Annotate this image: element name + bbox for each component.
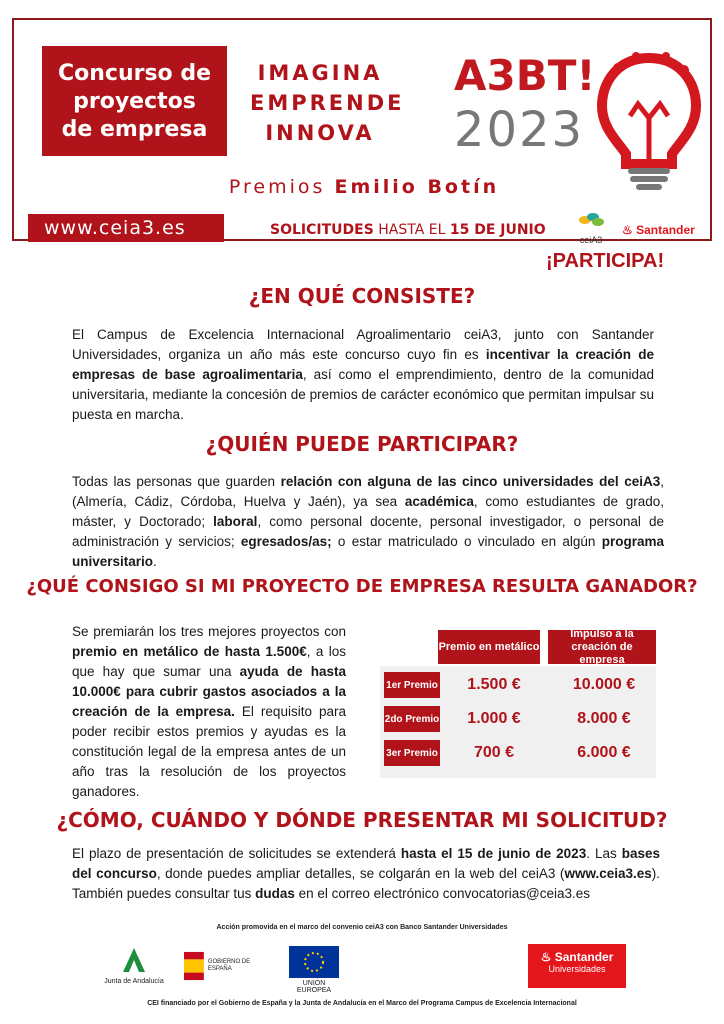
text-run: , (Almería, Cádiz, Córdoba, Huelva y Jaén), ya sea bbox=[72, 474, 665, 509]
text-strong: académica bbox=[404, 494, 474, 509]
text-strong: relación con alguna de las cinco universidades del ceiA3 bbox=[280, 474, 661, 489]
text-run: , así como el emprendimiento, dentro de la comunidad universitaria, mediante la concesión de premios de carácter económico que permitan impulsar su puesta en marcha. bbox=[72, 367, 655, 422]
website-banner[interactable]: www.ceia3.es bbox=[28, 214, 224, 242]
header-banner bbox=[12, 18, 712, 245]
text-strong: dudas bbox=[255, 886, 295, 901]
ceia3-logo-text: ceiA3 bbox=[579, 235, 603, 245]
table-row-label: 1er Premio bbox=[384, 672, 440, 698]
deadline-strong: SOLICITUDES bbox=[270, 222, 374, 238]
santander-text: Santander bbox=[554, 950, 614, 964]
contest-title-box bbox=[42, 46, 227, 156]
text-strong: bases del concurso bbox=[72, 846, 660, 881]
table-header-cash: Premio en metálico bbox=[438, 630, 540, 664]
award-person: Emilio Botín bbox=[334, 176, 500, 198]
text-run: El plazo de presentación de solicitudes se extenderá bbox=[72, 846, 401, 861]
edition-title: A3BT! bbox=[454, 51, 596, 100]
text-run: . bbox=[153, 554, 157, 569]
slogan bbox=[250, 58, 405, 148]
slogan-word: INNOVA bbox=[265, 121, 375, 145]
section-title-consiste: ¿EN QUÉ CONSISTE? bbox=[248, 284, 476, 308]
text-strong: hasta el 15 de junio de 2023 bbox=[400, 846, 587, 861]
junta-andalucia-icon bbox=[119, 946, 149, 976]
table-header-boost: Impulso a la creación de empresa bbox=[548, 630, 656, 664]
santander-universidades-logo bbox=[528, 944, 626, 988]
flame-icon: ♨ bbox=[540, 950, 552, 964]
table-cell-boost: 8.000 € bbox=[577, 710, 631, 727]
table-cell-cash: 1.500 € bbox=[467, 676, 521, 693]
footer-note-top: Acción promovida en el marco del convenio ceiA3 con Banco Santander Universidades bbox=[216, 924, 508, 931]
text-run: Todas las personas que guarden bbox=[72, 474, 281, 489]
text-strong: ayuda de hasta 10.000€ para cubrir gastos asociados a la creación de la empresa. bbox=[72, 664, 346, 719]
union-europea-logo bbox=[286, 946, 342, 994]
universidades-text: Universidades bbox=[548, 964, 606, 974]
table-cell-boost: 10.000 € bbox=[572, 676, 636, 693]
section-text-solicitud bbox=[72, 844, 660, 904]
santander-logo-text: Santander bbox=[636, 223, 695, 237]
text-run: El requisito para poder recibir estos premios y ayudas es la constitución legal de la empresa antes de un año tras la resolución de los proyectos ganadores. bbox=[72, 704, 346, 799]
section-text-consiste bbox=[72, 325, 654, 425]
footer-note-bottom: CEI financiado por el Gobierno de España y la Junta de Andalucía en el Marco del Programa Campus de Excelencia Internacional bbox=[147, 1000, 577, 1007]
junta-andalucia-text: Junta de Andalucía bbox=[104, 978, 164, 985]
text-strong: laboral bbox=[213, 514, 258, 529]
text-run: . Las bbox=[586, 846, 622, 861]
flame-icon: ♨ bbox=[622, 223, 633, 237]
section-title-solicitud: ¿CÓMO, CUÁNDO Y DÓNDE PRESENTAR MI SOLICITUD? bbox=[56, 808, 668, 832]
award-name bbox=[14, 176, 714, 198]
text-strong: incentivar la creación de empresas de base agroalimentaria bbox=[72, 347, 654, 382]
table-cell-cash: 1.000 € bbox=[467, 710, 521, 727]
spain-flag-icon bbox=[184, 949, 204, 983]
table-cell-boost: 6.000 € bbox=[577, 744, 631, 761]
eu-flag-icon bbox=[289, 946, 339, 978]
contest-line-1: Concurso de bbox=[57, 61, 211, 86]
gobierno-espana-logo bbox=[184, 948, 264, 984]
deadline-date: 15 DE JUNIO bbox=[449, 222, 546, 238]
gobierno-espana-text: GOBIERNO DE ESPAÑA bbox=[207, 959, 251, 972]
prize-table bbox=[380, 627, 656, 776]
text-run: , a los que hay que sumar una bbox=[72, 644, 346, 679]
section-title-ganador: ¿QUÉ CONSIGO SI MI PROYECTO DE EMPRESA RESULTA GANADOR? bbox=[26, 576, 698, 597]
table-cell-cash: 700 € bbox=[473, 744, 515, 761]
ceia3-logo bbox=[574, 210, 608, 246]
table-row-label: 2do Premio bbox=[384, 706, 440, 732]
santander-logo bbox=[622, 223, 695, 237]
text-run: en el correo electrónico convocatorias@ceia3.es bbox=[294, 886, 590, 901]
text-strong: www.ceia3.es bbox=[564, 866, 652, 881]
text-strong: egresados/as; bbox=[240, 534, 332, 549]
award-prefix: Premios bbox=[228, 176, 326, 198]
ceia3-leaf-icon bbox=[576, 210, 606, 228]
table-row-label: 3er Premio bbox=[384, 740, 440, 766]
text-strong: programa universitario bbox=[72, 534, 664, 569]
text-run: o estar matriculado o vinculado en algún bbox=[331, 534, 602, 549]
text-run: , como personal docente, personal investigador, o personal de administración y servicios; bbox=[72, 514, 664, 549]
text-run: Se premiarán los tres mejores proyectos con bbox=[72, 624, 346, 639]
text-strong: premio en metálico de hasta 1.500€ bbox=[72, 644, 307, 659]
text-run: , como estudiantes de grado, máster, y Doctorado; bbox=[72, 494, 664, 529]
section-text-ganador bbox=[72, 622, 346, 802]
deadline-text bbox=[270, 222, 546, 238]
text-run: , donde puedes ampliar detalles, se colgarán en la web del ceiA3 ( bbox=[156, 866, 565, 881]
slogan-word: EMPRENDE bbox=[250, 91, 405, 115]
section-text-participar bbox=[72, 472, 664, 572]
junta-andalucia-logo bbox=[104, 946, 164, 985]
edition-year: 2023 bbox=[453, 102, 585, 158]
text-run: El Campus de Excelencia Internacional Agroalimentario ceiA3, junto con Santander Universidades, organiza un año más este concurso cuyo fin es bbox=[72, 327, 654, 362]
slogan-word: IMAGINA bbox=[257, 61, 383, 85]
deadline-mid: HASTA EL bbox=[378, 222, 446, 238]
lightbulb-icon bbox=[596, 48, 702, 192]
text-run: ). También puedes consultar tus bbox=[72, 866, 660, 901]
contest-line-2: proyectos bbox=[73, 89, 196, 114]
union-europea-text: UNIÓN EUROPEA bbox=[296, 980, 332, 994]
participa-heading: ¡PARTICIPA! bbox=[546, 250, 665, 272]
contest-line-3: de empresa bbox=[61, 117, 208, 142]
section-title-participar: ¿QUIÉN PUEDE PARTICIPAR? bbox=[205, 432, 519, 456]
